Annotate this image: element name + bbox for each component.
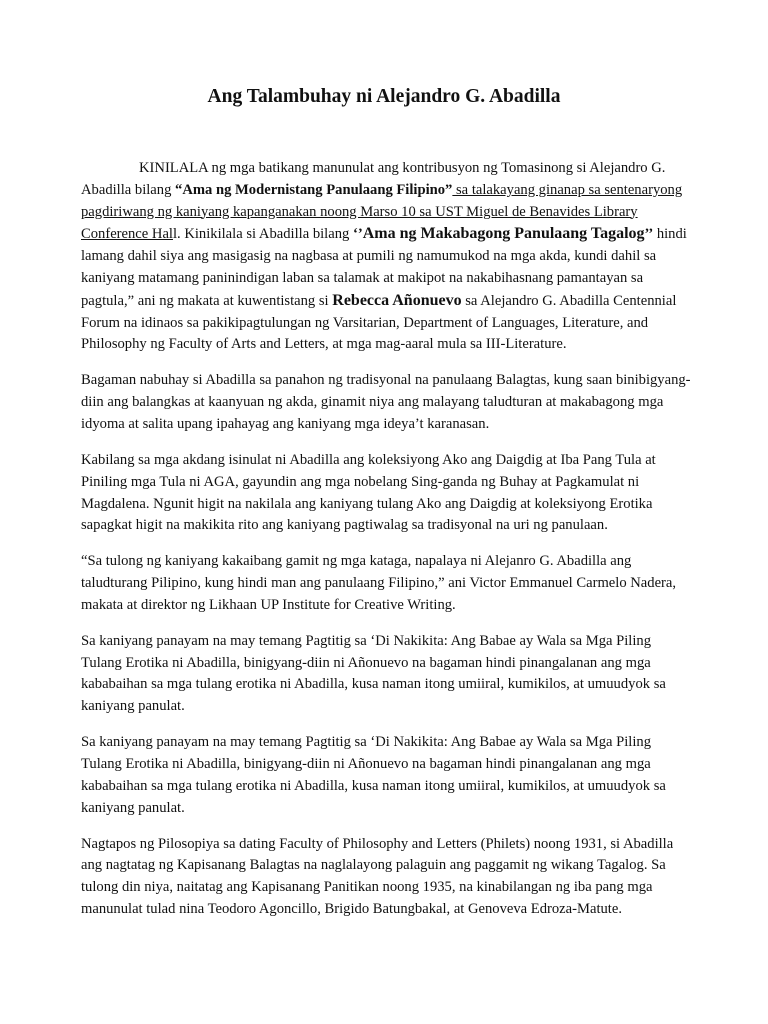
p1-bold-ama-modernista: “Ama ng Modernistang Panulaang Filipino” [175,181,453,198]
paragraph-4: “Sa tulong ng kaniyang kakaibang gamit ng mga kataga, napalaya ni Alejanro G. Abadilla ang taludturang Pilipino, kung hindi man ang panulaang Filipino,” ani Victor Emmanuel Carmelo Nadera, makata at direktor ng Likhaan UP Institute for Creative Writing. [81,553,677,613]
p1-text-4: sa Alejandro G. Abadilla Centennial Forum na idinaos sa pakikipagtulungan ng Varsitarian, Department of Languages, Literature, and Philosophy ng Faculty of Arts and Letters, at mga mag-aaral mula sa III-Literature. [81,292,677,353]
p1-text-3: hindi lamang dahil siya ang masigasig na nagbasa at pumili ng namumukod na mga akda, kundi dahil sa kaniyang matamang paninindigan laban sa talamak at makipot na nakabihasnang pamantayan sa pagtula,” ani ng makata at kuwentistang si [81,226,687,309]
p1-text-2: l. Kinikilala si Abadilla bilang [172,226,353,243]
paragraph-2: Bagaman nabuhay si Abadilla sa panahon ng tradisyonal na panulaang Balagtas, kung saan binibigyang-diin ang balangkas at kaanyuan ng akda, ginamit niya ang malayang taludturan at makabagong mga idyoma at salita upang ipahayag ang kaniyang mga ideya’t karanasan. [81,372,691,432]
paragraph-1 [81,158,691,356]
p1-bold-quote-open: ‘’ [352,226,363,243]
page-title: Ang Talambuhay ni Alejandro G. Abadilla [207,86,561,107]
p1-bold-ama-makabago: Ama ng Makabagong Panulaang Tagalog [362,225,645,243]
article-body [81,158,691,935]
p1-text-1: KINILALA ng mga batikang manunulat ang kontribusyon ng Tomasinong si Alejandro G. Abadilla bilang [81,160,666,198]
p1-bold-rebecca: Rebecca Añonuevo [332,291,462,309]
paragraph-3: Kabilang sa mga akdang isinulat ni Abadilla ang koleksiyong Ako ang Daigdig at Iba Pang Tula at Piniling mga Tula ni AGA, gayundin ang mga nobelang Sing-ganda ng Buhay at Pagkamulat ni Magdalena. Ngunit higit na nakilala ang kaniyang tulang Ako ang Daigdig at koleksiyong Erotika sapagkat higit na makikita rito ang kaniyang pagtiwalag sa tradisyonal na uri ng panulaan. [81,451,656,534]
paragraph-6: Sa kaniyang panayam na may temang Pagtitig sa ‘Di Nakikita: Ang Babae ay Wala sa Mga Piling Tulang Erotika ni Abadilla, binigyang-diin ni Añonuevo na bagaman hindi pinangalanan ang mga kababaihan sa mga tulang erotika ni Abadilla, kusa naman itong umiiral, kumikilos, at umuudyok sa kaniyang panulat. [81,734,666,816]
paragraph-5: Sa kaniyang panayam na may temang Pagtitig sa ‘Di Nakikita: Ang Babae ay Wala sa Mga Piling Tulang Erotika ni Abadilla, binigyang-diin ni Añonuevo na bagaman hindi pinangalanan ang mga kababaihan sa mga tulang erotika ni Abadilla, kusa naman itong umiiral, kumikilos, at umuudyok sa kaniyang panulat. [81,632,666,715]
p1-underlined-venue: sa talakayang ginanap sa sentenaryong pagdiriwang ng kaniyang kapanganakan noong Marso 10 sa UST Miguel de Benavides Library Conference Hal [81,181,683,243]
p1-bold-quote-close: ’’ [644,226,654,243]
paragraph-7: Nagtapos ng Pilosopiya sa dating Faculty of Philosophy and Letters (Philets) noong 1931, si Abadilla ang nagtatag ng Kapisanang Balagtas na naglalayong palaguin ang paggamit ng wikang Tagalog. Sa tulong din niya, naitatag ang Kapisanang Panitikan noong 1935, na kinabilangan ng iba pang mga manunulat tulad nina Teodoro Agoncillo, Brigido Batungbakal, at Genoveva Edroza-Matute. [81,835,674,918]
